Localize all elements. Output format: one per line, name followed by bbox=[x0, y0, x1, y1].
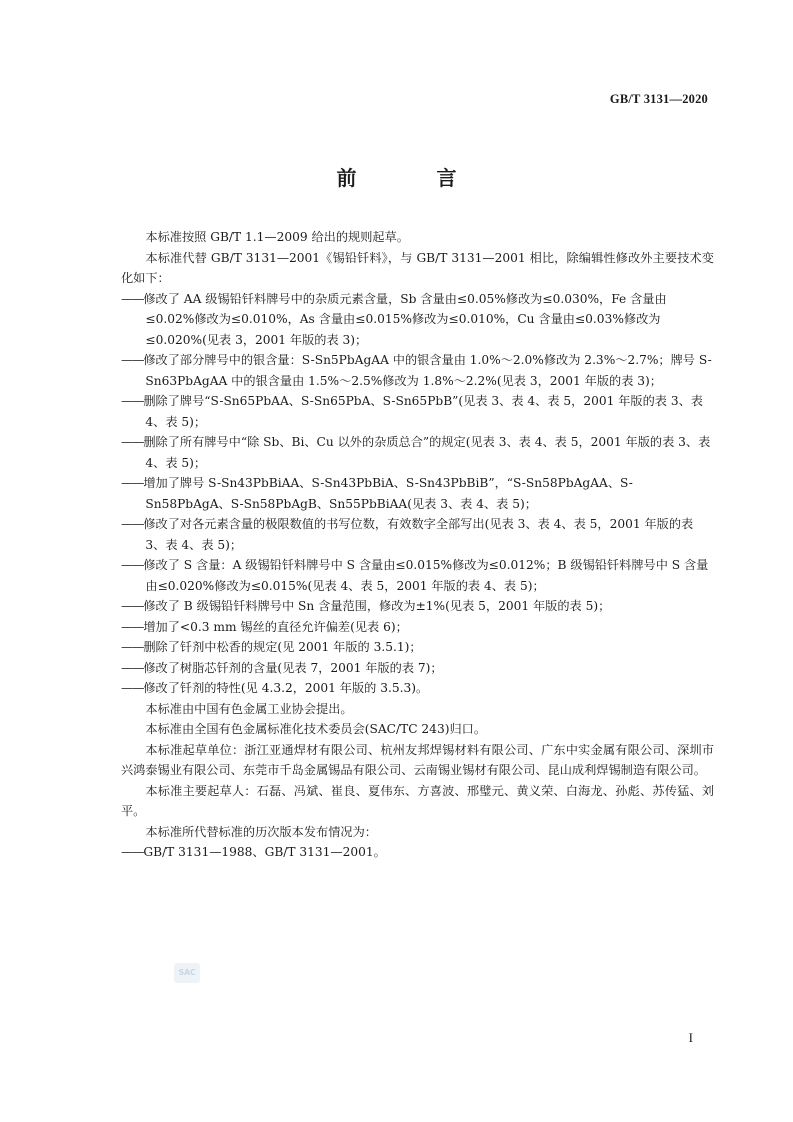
list-item-text: 修改了 AA 级锡铅钎料牌号中的杂质元素含量，Sb 含量由≤0.05%修改为≤0.030%，Fe 含量由≤0.02%修改为≤0.010%，As 含量由≤0.015%修改为≤0.010%，Cu 含量由≤0.03%修改为≤0.020%(见表 3，2001 年版的表 3)； bbox=[143, 291, 667, 347]
list-item-text: 增加了<0.3 mm 锡丝的直径允许偏差(见表 6)； bbox=[143, 619, 408, 634]
dash-marker: —— bbox=[121, 619, 144, 634]
paragraph-drafters: 本标准主要起草人：石磊、冯斌、崔良、夏伟东、方喜波、邢璧元、黄义荣、白海龙、孙彪、苏传猛、刘平。 bbox=[121, 783, 714, 818]
dash-marker: —— bbox=[121, 845, 144, 859]
list-item bbox=[121, 617, 714, 638]
list-item-text: 修改了部分牌号中的银含量：S-Sn5PbAgAA 中的银含量由 1.0%～2.0%修改为 2.3%～2.7%；牌号 S-Sn63PbAgAA 中的银含量由 1.5%～2.5%修改为 1.8%～2.2%(见表 3，2001 年版的表 3)； bbox=[143, 353, 712, 388]
dash-marker: —— bbox=[121, 353, 144, 367]
paragraph-drafting-units: 本标准起草单位：浙江亚通焊材有限公司、杭州友邦焊锡材料有限公司、广东中实金属有限公司、深圳市兴鸿泰锡业有限公司、东莞市千岛金属锡品有限公司、云南锡业锡材有限公司、昆山成利焊锡制造有限公司。 bbox=[121, 742, 714, 777]
paragraph-committee: 本标准由全国有色金属标准化技术委员会(SAC/TC 243)归口。 bbox=[145, 722, 487, 736]
list-item-text: 增加了牌号 S-Sn43PbBiAA、S-Sn43PbBiA、S-Sn43PbBiB”，“S-Sn58PbAgAA、S-Sn58PbAgA、S-Sn58PbAgB、Sn55PbBiAA(见表 3、表 4、表 5)； bbox=[143, 476, 633, 511]
list-item bbox=[121, 391, 714, 432]
paragraph-proposer: 本标准由中国有色金属工业协会提出。 bbox=[145, 701, 353, 716]
list-item-text: 修改了 B 级锡铅钎料牌号中 Sn 含量范围，修改为±1%(见表 5，2001 年版的表 5)； bbox=[143, 599, 611, 613]
page-title: 前 言 bbox=[336, 166, 487, 190]
list-item-text: 修改了钎剂的特性(见 4.3.2，2001 年版的 3.5.3)。 bbox=[143, 681, 429, 695]
history-text: GB/T 3131—1988、GB/T 3131—2001。 bbox=[143, 845, 386, 859]
page-number: I bbox=[688, 1030, 693, 1045]
history-item bbox=[121, 842, 714, 863]
paragraph-replacement: 本标准代替 GB/T 3131—2001《锡铅钎料》，与 GB/T 3131—2001 相比，除编辑性修改外主要技术变化如下： bbox=[121, 250, 714, 285]
list-item-text: 修改了 S 含量：A 级锡铅钎料牌号中 S 含量由≤0.015%修改为≤0.012%；B 级锡铅钎料牌号中 S 含量由≤0.020%修改为≤0.015%(见表 4、表 5，2001 年版的表 4、表 5)； bbox=[143, 558, 709, 593]
list-item bbox=[121, 596, 714, 617]
list-item-text: 修改了树脂芯钎剂的含量(见表 7，2001 年版的表 7)； bbox=[143, 660, 443, 675]
sac-watermark-logo: SAC bbox=[174, 963, 200, 983]
list-item bbox=[121, 637, 714, 658]
paragraph-history-intro: 本标准所代替标准的历次版本发布情况为： bbox=[145, 824, 377, 839]
list-item bbox=[121, 350, 714, 391]
list-item-text: 删除了所有牌号中“除 Sb、Bi、Cu 以外的杂质总合”的规定(见表 3、表 4、表 5，2001 年版的表 3、表 4、表 5)； bbox=[143, 435, 711, 470]
list-item-text: 删除了牌号“S-Sn65PbAA、S-Sn65PbA、S-Sn65PbB”(见表 3、表 4、表 5，2001 年版的表 3、表 4、表 5)； bbox=[143, 394, 703, 429]
dash-marker: —— bbox=[121, 517, 144, 531]
dash-marker: —— bbox=[121, 599, 144, 613]
dash-marker: —— bbox=[121, 660, 144, 675]
list-item-text: 修改了对各元素含量的极限数值的书写位数，有效数字全部写出(见表 3、表 4、表 5，2001 年版的表 3、表 4、表 5)； bbox=[143, 517, 694, 552]
foreword-body bbox=[121, 227, 714, 863]
list-item bbox=[121, 289, 714, 351]
list-item bbox=[121, 432, 714, 473]
dash-marker: —— bbox=[121, 681, 144, 695]
list-item bbox=[121, 555, 714, 596]
dash-marker: —— bbox=[121, 291, 144, 306]
changes-list bbox=[121, 289, 714, 699]
dash-marker: —— bbox=[121, 640, 144, 654]
dash-marker: —— bbox=[121, 476, 144, 490]
dash-marker: —— bbox=[121, 394, 144, 408]
paragraph-drafting-rules: 本标准按照 GB/T 1.1—2009 给出的规则起草。 bbox=[145, 230, 409, 244]
dash-marker: —— bbox=[121, 435, 144, 449]
standard-code: GB/T 3131—2020 bbox=[609, 92, 708, 106]
list-item bbox=[121, 658, 714, 679]
list-item bbox=[121, 473, 714, 514]
dash-marker: —— bbox=[121, 558, 144, 572]
list-item bbox=[121, 678, 714, 699]
list-item-text: 删除了钎剂中松香的规定(见 2001 年版的 3.5.1)； bbox=[143, 640, 422, 654]
list-item bbox=[121, 514, 714, 555]
